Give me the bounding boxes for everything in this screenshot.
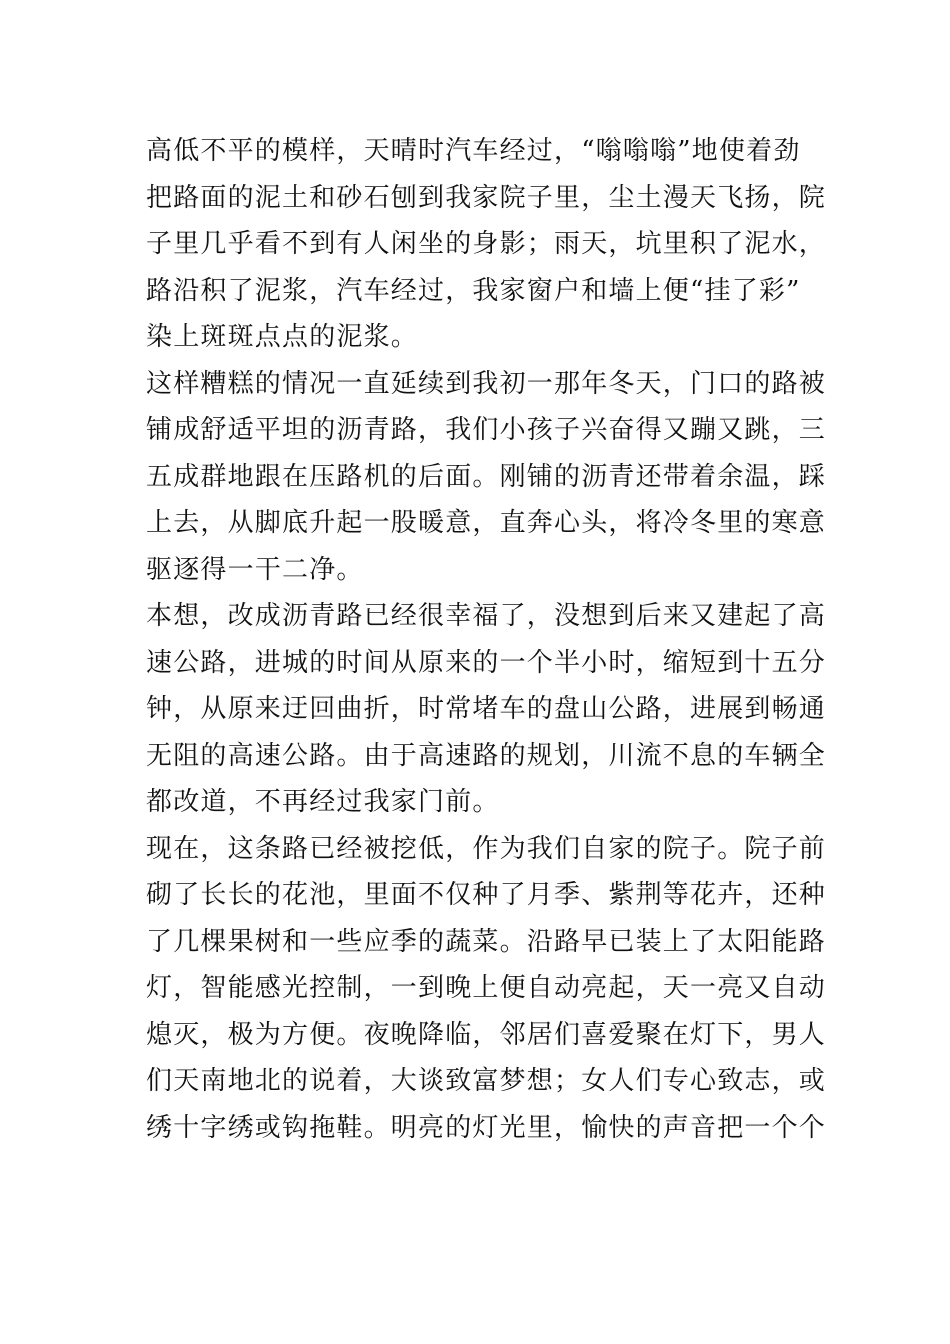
text-line: 铺成舒适平坦的沥青路，我们小孩子兴奋得又蹦又跳，三 (146, 415, 827, 445)
text-line: 绣十字绣或钩拖鞋。明亮的灯光里，愉快的声音把一个个 (146, 1112, 827, 1143)
paragraph-4 (146, 826, 827, 1152)
text-line: 都改道，不再经过我家门前。 (146, 787, 500, 817)
paragraph-3 (146, 593, 827, 826)
text-line: 高低不平的模样，天晴时汽车经过，“嗡嗡嗡”地使着劲 (146, 136, 801, 166)
text-line: 本想，改成沥青路已经很幸福了，没想到后来又建起了高 (146, 601, 827, 631)
text-line: 路沿积了泥浆，汽车经过，我家窗户和墙上便“挂了彩” (146, 275, 801, 306)
text-line: 驱逐得一干二净。 (146, 554, 364, 585)
text-line: 子里几乎看不到有人闲坐的身影；雨天，坑里积了泥水， (146, 229, 827, 259)
text-line: 上去，从脚底升起一股暖意，直奔心头，将冷冬里的寒意 (146, 508, 827, 538)
text-line: 速公路，进城的时间从原来的一个半小时，缩短到十五分 (146, 647, 827, 678)
text-line: 灯，智能感光控制，一到晚上便自动亮起，天一亮又自动 (146, 973, 827, 1003)
text-line: 无阻的高速公路。由于高速路的规划，川流不息的车辆全 (146, 740, 827, 771)
text-line: 这样糟糕的情况一直延续到我初一那年冬天，门口的路被 (146, 368, 827, 399)
text-line: 熄灭，极为方便。夜晚降临，邻居们喜爱聚在灯下，男人 (146, 1019, 827, 1050)
text-line: 了几棵果树和一些应季的蔬菜。沿路早已装上了太阳能路 (146, 926, 827, 957)
text-line: 钟，从原来迂回曲折，时常堵车的盘山公路，进展到畅通 (146, 694, 827, 724)
text-line: 现在，这条路已经被挖低，作为我们自家的院子。院子前 (146, 833, 827, 864)
text-line: 染上斑斑点点的泥浆。 (146, 322, 419, 352)
text-line: 把路面的泥土和砂石刨到我家院子里，尘土漫天飞扬，院 (146, 182, 827, 213)
document-body (146, 128, 827, 1151)
paragraph-1 (146, 128, 827, 361)
paragraph-2 (146, 361, 827, 594)
text-line: 五成群地跟在压路机的后面。刚铺的沥青还带着余温，踩 (146, 461, 827, 492)
text-line: 们天南地北的说着，大谈致富梦想；女人们专心致志，或 (146, 1066, 827, 1096)
text-line: 砌了长长的花池，里面不仅种了月季、紫荆等花卉，还种 (146, 880, 827, 910)
